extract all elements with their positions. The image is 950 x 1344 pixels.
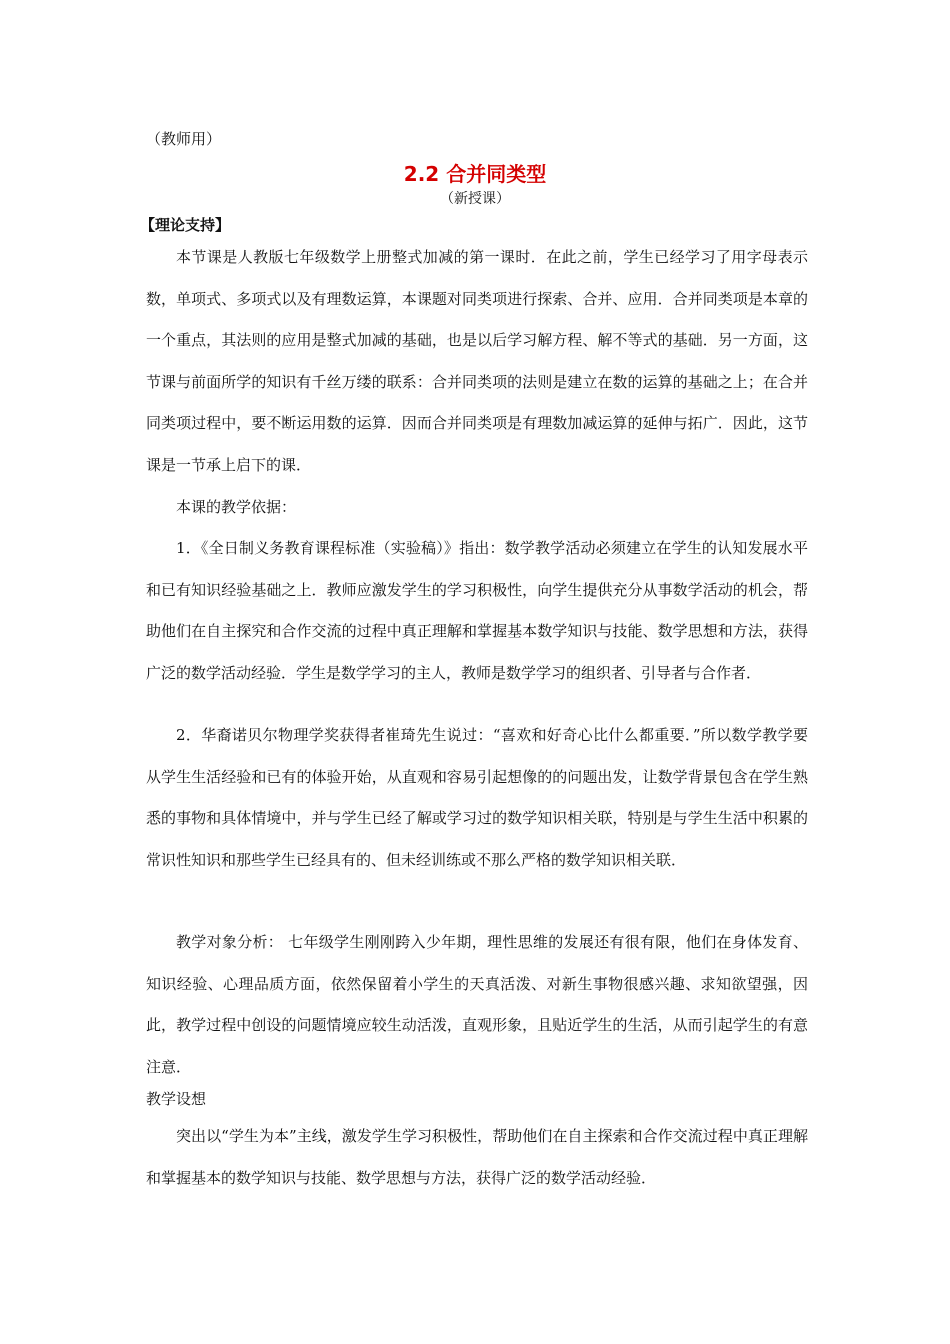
analysis-paragraph: 教学对象分析： 七年级学生刚刚跨入少年期，理性思维的发展还有很有限，他们在身体发育、知识经验、心理品质方面，依然保留着小学生的天真活泼、对新生事物很感兴趣、求知欲望强，因此，教学过程中创设的问题情境应较生动活泼，直观形象，且贴近学生的生活，从而引起学生的有意注意．: [146, 933, 808, 1076]
document-title: 2.2 合并同类型: [403, 162, 547, 186]
theory-heading: 【理论支持】: [140, 216, 231, 234]
design-heading: 教学设想: [146, 1090, 207, 1108]
design-paragraph: 突出以“学生为本”主线，激发学生学习积极性，帮助他们在自主探索和合作交流过程中真正理解和掌握基本的数学知识与技能、数学思想与方法，获得广泛的数学活动经验．: [146, 1127, 808, 1187]
basis-item-2: 2．华裔诺贝尔物理学奖获得者崔琦先生说过：“喜欢和好奇心比什么都重要．”所以数学教学要从学生生活经验和已有的体验开始，从直观和容易引起想像的的问题出发，让数学背景包含在学生熟悉的事物和具体情境中，并与学生已经了解或学习过的数学知识相关联，特别是与学生生活中积累的常识性知识和那些学生已经具有的、但未经训练或不那么严格的数学知识相关联．: [146, 726, 808, 869]
audience-note: （教师用）: [146, 130, 222, 148]
basis-intro: 本课的教学依据：: [176, 498, 297, 516]
basis-item-1: 1．《全日制义务教育课程标准（实验稿）》指出：数学教学活动必须建立在学生的认知发展水平和已有知识经验基础之上．教师应激发学生的学习积极性，向学生提供充分从事数学活动的机会，帮助他们在自主探究和合作交流的过程中真正理解和掌握基本数学知识与技能、数学思想和方法，获得广泛的数学活动经验．学生是数学学习的主人，教师是数学学习的组织者、引导者与合作者．: [146, 539, 808, 682]
document-subtitle: （新授课）: [440, 191, 510, 207]
theory-paragraph: 本节课是人教版七年级数学上册整式加减的第一课时．在此之前，学生已经学习了用字母表示数，单项式、多项式以及有理数运算，本课题对同类项进行探索、合并、应用．合并同类项是本章的一个重点，其法则的应用是整式加减的基础，也是以后学习解方程、解不等式的基础．另一方面，这节课与前面所学的知识有千丝万缕的联系：合并同类项的法则是建立在数的运算的基础之上；在合并同类项过程中，要不断运用数的运算．因而合并同类项是有理数加减运算的延伸与拓广．因此，这节课是一节承上启下的课．: [146, 248, 808, 474]
